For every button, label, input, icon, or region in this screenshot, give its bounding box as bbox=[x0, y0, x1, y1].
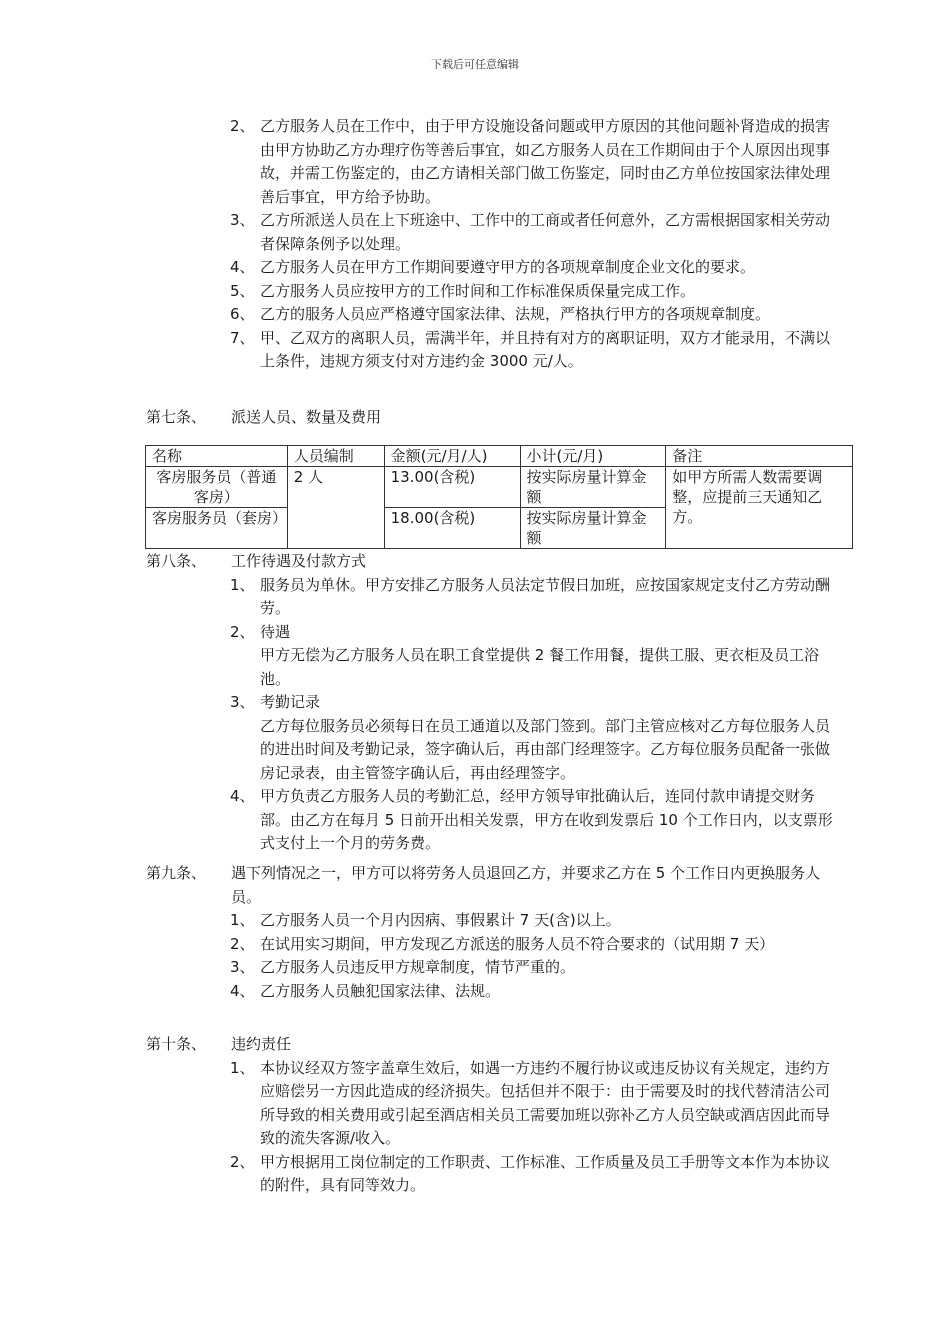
article-7 bbox=[0, 406, 950, 430]
fee-table bbox=[145, 445, 853, 549]
list-item bbox=[0, 621, 835, 645]
list-item bbox=[0, 785, 835, 856]
table-header-cell: 备注 bbox=[666, 446, 853, 467]
item-text: 在试用实习期间，甲方发现乙方派送的服务人员不符合要求的（试用期 7 天） bbox=[260, 934, 775, 953]
item-number: 1、 bbox=[230, 911, 255, 929]
table-header-row bbox=[146, 446, 853, 467]
table-cell-subtotal: 按实际房量计算金额 bbox=[520, 467, 666, 508]
table-cell-staff: 2 人 bbox=[287, 467, 384, 549]
page-header-note: 下载后可任意编辑 bbox=[431, 58, 519, 71]
list-item bbox=[0, 1151, 835, 1198]
list-item bbox=[0, 980, 835, 1004]
article-heading bbox=[0, 550, 835, 574]
item-text: 服务员为单休。甲方安排乙方服务人员法定节假日加班，应按国家规定支付乙方劳动酬劳。 bbox=[260, 575, 831, 617]
item-text: 待遇 bbox=[260, 622, 291, 641]
article-heading bbox=[0, 862, 835, 909]
item-text: 乙方服务人员一个月内因病、事假累计 7 天(含)以上。 bbox=[260, 911, 621, 929]
item-text: 乙方的服务人员应严格遵守国家法律、法规，严格执行甲方的各项规章制度。 bbox=[260, 305, 771, 323]
table-cell-name: 客房服务员（普通客房） bbox=[146, 467, 288, 508]
list-item bbox=[0, 303, 835, 327]
item-number: 2、 bbox=[230, 934, 255, 953]
list-item bbox=[0, 115, 835, 209]
list-item bbox=[0, 280, 835, 304]
list-item bbox=[0, 574, 835, 621]
item-number: 2、 bbox=[230, 622, 255, 641]
item-text: 甲方根据用工岗位制定的工作职责、工作标准、工作质量及员工手册等文本作为本协议的附件，具有同等效力。 bbox=[260, 1152, 831, 1194]
item-number: 7、 bbox=[230, 328, 255, 347]
list-item bbox=[0, 209, 835, 256]
list-item bbox=[0, 256, 835, 280]
item-body: 甲方无偿为乙方服务人员在职工食堂提供 2 餐工作用餐，提供工服、更衣柜及员工浴池。 bbox=[260, 646, 820, 688]
article-title: 工作待遇及付款方式 bbox=[231, 552, 367, 570]
list-top bbox=[0, 115, 950, 374]
item-body: 乙方每位服务员必须每日在员工通道以及部门签到。部门主管应核对乙方每位服务人员的进出时间及考勤记录，签字确认后，再由部门经理签字。乙方每位服务员配备一张做房记录表，由主管签字确认后，再由经理签字。 bbox=[260, 716, 831, 782]
list-item bbox=[0, 933, 835, 957]
item-text: 乙方服务人员违反甲方规章制度，情节严重的。 bbox=[260, 958, 576, 976]
article-8 bbox=[0, 550, 950, 856]
article-number: 第八条、 bbox=[146, 552, 207, 570]
item-number: 3、 bbox=[230, 211, 255, 229]
item-text: 甲方负责乙方服务人员的考勤汇总，经甲方领导审批确认后，连同付款申请提交财务部。由乙方在每月 5 日前开出相关发票，甲方在收到发票后 10 个工作日内，以支票形式支付上一个月的劳务费。 bbox=[260, 787, 833, 852]
list-item bbox=[0, 909, 835, 933]
table-header-cell: 金额(元/月/人) bbox=[384, 446, 520, 467]
item-number: 6、 bbox=[230, 305, 255, 323]
table-cell-name: 客房服务员（套房） bbox=[146, 508, 288, 549]
table-cell-amount: 13.00(含税) bbox=[384, 467, 520, 508]
article-9 bbox=[0, 862, 950, 1003]
article-title: 遇下列情况之一，甲方可以将劳务人员退回乙方，并要求乙方在 5 个工作日内更换服务人员。 bbox=[231, 864, 821, 906]
item-number: 2、 bbox=[230, 1152, 255, 1171]
list-item bbox=[0, 691, 835, 715]
list-item bbox=[0, 327, 835, 374]
article-heading bbox=[0, 1033, 835, 1057]
article-10 bbox=[0, 1033, 950, 1198]
item-text: 乙方服务人员在甲方工作期间要遵守甲方的各项规章制度企业文化的要求。 bbox=[260, 258, 756, 276]
item-number: 4、 bbox=[230, 981, 255, 1000]
item-number: 3、 bbox=[230, 958, 255, 976]
item-number: 2、 bbox=[230, 117, 255, 135]
item-number: 4、 bbox=[230, 787, 255, 805]
list-item bbox=[0, 1057, 835, 1151]
item-text: 本协议经双方签字盖章生效后，如遇一方违约不履行协议或违反协议有关规定，违约方应赔偿另一方因此造成的经济损失。包括但并不限于：由于需要及时的找代替清洁公司所导致的相关费用或引起至酒店相关员工需要加班以弥补乙方人员空缺或酒店因此而导致的流失客源/收入。 bbox=[260, 1058, 831, 1147]
table-cell-remark: 如甲方所需人数需要调整，应提前三天通知乙方。 bbox=[666, 467, 853, 549]
item-text: 甲、乙双方的离职人员，需满半年，并且持有对方的离职证明，双方才能录用，不满以上条件，违规方须支付对方违约金 3000 元/人。 bbox=[260, 328, 831, 370]
table-header-cell: 小计(元/月) bbox=[520, 446, 666, 467]
item-number: 5、 bbox=[230, 281, 255, 300]
item-text: 乙方服务人员在工作中，由于甲方设施设备问题或甲方原因的其他问题补肾造成的损害由甲方协助乙方办理疗伤等善后事宜，如乙方服务人员在工作期间由于个人原因出现事故，并需工伤鉴定的，由乙方请相关部门做工伤鉴定，同时由乙方单位按国家法律处理善后事宜，甲方给予协助。 bbox=[260, 117, 831, 206]
item-text: 乙方所派送人员在上下班途中、工作中的工商或者任何意外，乙方需根据国家相关劳动者保障条例予以处理。 bbox=[260, 211, 831, 253]
article-heading bbox=[0, 406, 835, 430]
item-text: 乙方服务人员应按甲方的工作时间和工作标准保质保量完成工作。 bbox=[260, 281, 696, 300]
item-text: 考勤记录 bbox=[260, 693, 321, 711]
item-number: 1、 bbox=[230, 1058, 255, 1077]
item-number: 3、 bbox=[230, 693, 255, 711]
table-header-cell: 人员编制 bbox=[287, 446, 384, 467]
item-number: 4、 bbox=[230, 258, 255, 276]
article-title: 违约责任 bbox=[231, 1035, 292, 1053]
table-cell-amount: 18.00(含税) bbox=[384, 508, 520, 549]
item-number: 1、 bbox=[230, 575, 255, 594]
table-cell-subtotal: 按实际房量计算金额 bbox=[520, 508, 666, 549]
article-number: 第七条、 bbox=[146, 408, 207, 426]
table-header-cell: 名称 bbox=[146, 446, 288, 467]
table-row bbox=[146, 467, 853, 508]
item-text: 乙方服务人员触犯国家法律、法规。 bbox=[260, 981, 501, 1000]
article-number: 第九条、 bbox=[146, 864, 207, 882]
article-title: 派送人员、数量及费用 bbox=[231, 408, 382, 426]
article-number: 第十条、 bbox=[146, 1035, 207, 1053]
list-item bbox=[0, 956, 835, 980]
